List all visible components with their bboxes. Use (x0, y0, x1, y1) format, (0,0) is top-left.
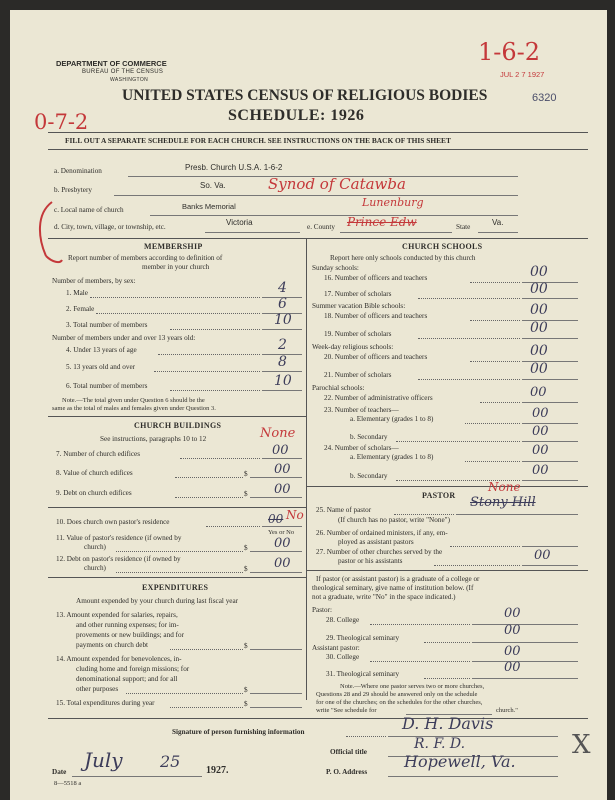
q27-label-a: 27. Number of other churches served by the (316, 548, 443, 556)
county-struck: Prince Edw (347, 215, 417, 229)
bureau-line: BUREAU OF THE CENSUS (82, 69, 164, 75)
q9-dollar: $ (244, 490, 248, 498)
presbytery-handwritten: Synod of Catawba (268, 175, 406, 193)
presbytery-value: So. Va. (200, 181, 226, 190)
q12-dollar: $ (244, 565, 248, 573)
q13-line-d: payments on church debt (76, 641, 149, 649)
q30-label: 30. College (326, 653, 360, 661)
city-value: Victoria (226, 218, 253, 227)
q5-label: 5. 13 years old and over (66, 363, 136, 371)
q15-label: 15. Total expenditures during year (56, 699, 155, 707)
q29-value: 00 (504, 623, 521, 638)
signature-value: D. H. Davis (402, 714, 494, 733)
pastor-heading: PASTOR (422, 491, 456, 500)
q16-label: 16. Number of officers and teachers (324, 274, 428, 282)
q24-label: 24. Number of scholars— (324, 444, 399, 452)
q16-value: 00 (530, 264, 548, 280)
q1-label: 1. Male (66, 289, 88, 297)
q18-label: 18. Number of officers and teachers (324, 312, 428, 320)
q27-value: 00 (534, 548, 551, 563)
received-stamp: JUL 2 7 1927 (500, 70, 545, 79)
q20-label: 20. Number of officers and teachers (324, 353, 428, 361)
pastor-note-1: Note.—Where one pastor serves two or more churches, (340, 683, 485, 690)
q14-line-d: other purposes (76, 685, 119, 693)
q11-label-a: 11. Value of pastor's residence (if owned by (56, 534, 182, 542)
pastor-note-3: for one of the churches; on the schedules for the other churches, (316, 699, 483, 706)
q23b-label: b. Secondary (350, 433, 388, 441)
q17-label: 17. Number of scholars (324, 290, 392, 298)
q27-label-b: pastor or his assistants (338, 557, 403, 565)
pastor-college-heading: Pastor: (312, 606, 332, 614)
buildings-heading: CHURCH BUILDINGS (134, 421, 222, 430)
instruction-line: FILL OUT A SEPARATE SCHEDULE FOR EACH CHURCH. SEE INSTRUCTIONS ON THE BACK OF THIS SHEET (65, 136, 451, 145)
q22-label: 22. Number of administrative officers (324, 394, 433, 402)
q11-dollar: $ (244, 544, 248, 552)
q4-value: 2 (278, 337, 287, 353)
q17-value: 00 (530, 281, 548, 297)
red-code-left: 0-7-2 (34, 110, 89, 134)
presbytery-label: b. Presbytery (54, 186, 92, 194)
pastor-note-4: write "See schedule for (316, 707, 377, 714)
q26-label-b: ployed as assistant pastors (338, 538, 414, 546)
q14-dollar: $ (244, 686, 248, 694)
expenditures-intro: Amount expended by your church during last fiscal year (76, 597, 239, 605)
schedule-title: SCHEDULE: 1926 (228, 107, 365, 124)
official-title-value: R. F. D. (414, 736, 466, 752)
summer-heading: Summer vacation Bible schools: (312, 302, 406, 310)
q3-label: 3. Total number of members (66, 321, 148, 329)
q24b-value: 00 (532, 463, 549, 478)
buildings-instructions: See instructions, paragraphs 10 to 12 (100, 435, 207, 443)
q31-value: 00 (504, 660, 521, 675)
q10-value: No (286, 508, 304, 522)
q24a-value: 00 (532, 443, 549, 458)
q1-value: 4 (278, 280, 287, 296)
q25-sublabel: (If church has no pastor, write "None") (338, 516, 450, 524)
age-heading: Number of members under and over 13 years old: (52, 334, 196, 342)
dept-line: DEPARTMENT OF COMMERCE (56, 59, 167, 68)
date-year: 1927. (206, 765, 229, 776)
red-margin-mark (32, 198, 68, 268)
schools-intro: Report here only schools conducted by this church (330, 254, 476, 262)
q21-value: 00 (530, 361, 548, 377)
q2-label: 2. Female (66, 305, 95, 313)
q22-value: 00 (530, 385, 547, 400)
county-label: e. County (307, 223, 335, 231)
form-number: 8—5518 a (54, 780, 82, 787)
assistant-heading: Assistant pastor: (312, 644, 360, 652)
q10-label: 10. Does church own pastor's residence (56, 518, 170, 526)
q13-line-c: provements or new buildings; and for (76, 631, 184, 639)
q9-value: 00 (274, 482, 291, 497)
county-handwritten: Lunenburg (362, 196, 424, 209)
po-address-label: P. O. Address (326, 768, 368, 776)
q23a-value: 00 (532, 406, 549, 421)
membership-note-1: Note.—The total given under Question 6 should be the (62, 397, 205, 404)
q8-dollar: $ (244, 470, 248, 478)
graduate-instr-3: not a graduate, write "No" in the space indicated.) (312, 593, 456, 601)
q19-label: 19. Number of scholars (324, 330, 392, 338)
membership-note-2: same as the total of males and females given under Question 3. (52, 405, 216, 412)
q29-label: 29. Theological seminary (326, 634, 400, 642)
state-value: Va. (492, 218, 504, 227)
pastor-note-5: church." (496, 707, 518, 714)
date-month: July (84, 748, 123, 772)
official-title-label: Official title (330, 748, 367, 756)
city-line: WASHINGTON (110, 77, 149, 83)
q13-line-a: 13. Amount expended for salaries, repairs, (56, 611, 178, 619)
q4-label: 4. Under 13 years of age (66, 346, 137, 354)
q10-sublabel: Yes or No (268, 529, 295, 536)
pastor-none: None (488, 480, 521, 494)
local-name-label: c. Local name of church (54, 206, 124, 214)
q14-line-c: denominational support; and for all (76, 675, 178, 683)
membership-intro-2: member in your church (142, 263, 210, 271)
red-code-right: 1-6-2 (478, 38, 541, 66)
po-address-value: Hopewell, Va. (404, 752, 516, 771)
q8-value: 00 (274, 462, 291, 477)
q25-struck: Stony Hill (470, 495, 536, 510)
q21-label: 21. Number of scholars (324, 371, 392, 379)
q6-value: 10 (274, 373, 292, 389)
membership-heading: MEMBERSHIP (144, 242, 203, 251)
q28-label: 28. College (326, 616, 360, 624)
q26-label-a: 26. Number of ordained ministers, if any, em- (316, 529, 448, 537)
q11-label-b: church) (84, 543, 106, 551)
census-schedule-sheet (10, 10, 607, 800)
q14-line-a: 14. Amount expended for benevolences, in- (56, 655, 182, 663)
state-label: State (456, 223, 471, 231)
q12-label-b: church) (84, 564, 106, 572)
q10-struck: 00 (268, 512, 284, 526)
q19-value: 00 (530, 320, 548, 336)
q13-line-b: and other running expenses; for im- (76, 621, 179, 629)
denomination-label: a. Denomination (54, 167, 102, 175)
q7-label: 7. Number of church edifices (56, 450, 141, 458)
weekday-heading: Week-day religious schools: (312, 343, 394, 351)
date-day: 25 (160, 752, 181, 771)
q9-label: 9. Debt on church edifices (56, 489, 132, 497)
document-number: 6320 (532, 92, 557, 104)
local-name-value: Banks Memorial (182, 202, 236, 211)
schools-heading: CHURCH SCHOOLS (402, 242, 483, 251)
q18-value: 00 (530, 302, 548, 318)
q6-label: 6. Total number of members (66, 382, 148, 390)
pastor-note-2: Questions 28 and 29 should be answered only on the schedule (316, 691, 478, 698)
sunday-heading: Sunday schools: (312, 264, 359, 272)
q2-value: 6 (278, 296, 287, 312)
q25-label: 25. Name of pastor (316, 506, 372, 514)
q12-value: 00 (274, 556, 291, 571)
q15-dollar: $ (244, 700, 248, 708)
graduate-instr-2: theological seminary, give name of institution below. (If (312, 584, 474, 592)
q28-value: 00 (504, 606, 521, 621)
q8-label: 8. Value of church edifices (56, 469, 133, 477)
q11-value: 00 (274, 536, 291, 551)
q12-label-a: 12. Debt on pastor's residence (if owned by (56, 555, 181, 563)
q3-value: 10 (274, 312, 292, 328)
q13-dollar: $ (244, 642, 248, 650)
x-mark: X (572, 730, 591, 760)
q30-value: 00 (504, 644, 521, 659)
q7-value: 00 (272, 443, 289, 458)
city-label: d. City, town, village, or township, etc. (54, 223, 166, 231)
q24b-label: b. Secondary (350, 472, 388, 480)
denomination-value: Presb. Church U.S.A. 1-6-2 (185, 163, 283, 172)
graduate-instr-1: If pastor (or assistant pastor) is a graduate of a college or (316, 575, 480, 583)
q14-line-b: cluding home and foreign missions; for (76, 665, 190, 673)
q5-value: 8 (278, 354, 287, 370)
q23b-value: 00 (532, 424, 549, 439)
q23-label: 23. Number of teachers— (324, 406, 399, 414)
q24a-label: a. Elementary (grades 1 to 8) (350, 453, 434, 461)
expenditures-heading: EXPENDITURES (142, 583, 209, 592)
q31-label: 31. Theological seminary (326, 670, 400, 678)
by-sex-label: Number of members, by sex: (52, 277, 136, 285)
buildings-none: None (260, 426, 296, 441)
q20-value: 00 (530, 343, 548, 359)
page-title: UNITED STATES CENSUS OF RELIGIOUS BODIES (122, 87, 488, 104)
membership-intro-1: Report number of members according to definition of (68, 254, 223, 262)
parochial-heading: Parochial schools: (312, 384, 365, 392)
date-label: Date (52, 768, 67, 776)
signature-label: Signature of person furnishing information (172, 728, 305, 736)
q23a-label: a. Elementary (grades 1 to 8) (350, 415, 434, 423)
